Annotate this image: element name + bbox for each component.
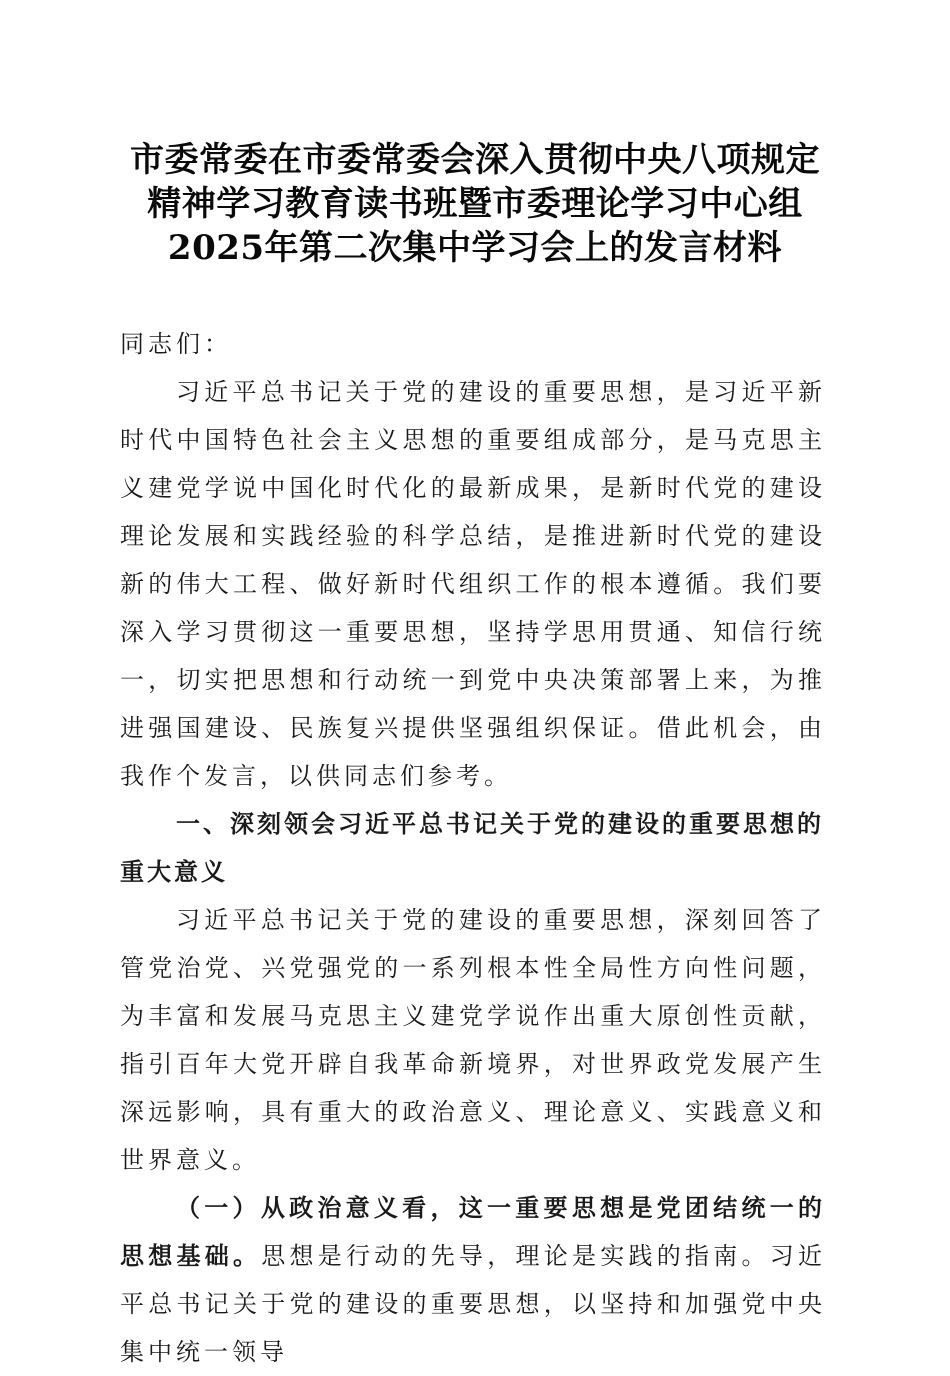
intro-paragraph: 习近平总书记关于党的建设的重要思想，是习近平新时代中国特色社会主义思想的重要组成部分，是马克思主义建党学说中国化时代化的最新成果，是新时代党的建设理论发展和实践经验的科学总结，是推进新时代党的建设新的伟大工程、做好新时代组织工作的根本遵循。我们要深入学习贯彻这一重要思想，坚持学思用贯通、知信行统一，切实把思想和行动统一到党中央决策部署上来，为推进强国建设、民族复兴提供坚强组织保证。借此机会，由我作个发言，以供同志们参考。	[120, 378, 826, 790]
subsection-1-paragraph	[120, 1184, 826, 1376]
title-line-3: 2025年第二次集中学习会上的发言材料	[167, 228, 783, 268]
document-title	[110, 138, 840, 270]
section-1-paragraph: 习近平总书记关于党的建设的重要思想，深刻回答了管党治党、兴党强党的一系列根本性全局性方向性问题，为丰富和发展马克思主义建党学说作出重大原创性贡献，指引百年大党开辟自我革命新境界，对世界政党发展产生深远影响，具有重大的政治意义、理论意义、实践意义和世界意义。	[120, 906, 826, 1174]
subsection-1-text: 思想是行动的先导，理论是实践的指南。习近平总书记关于党的建设的重要思想，以坚持和加强党中央集中统一领导	[120, 1242, 826, 1366]
salutation: 同志们：	[120, 330, 232, 358]
title-line-2: 精神学习教育读书班暨市委理论学习中心组	[147, 184, 803, 224]
title-line-1: 市委常委在市委常委会深入贯彻中央八项规定	[130, 140, 820, 180]
section-heading-1: 一、深刻领会习近平总书记关于党的建设的重要思想的重大意义	[120, 810, 824, 886]
subsection-heading-1: （一）从政治意义看，这一重要思想是党团结统一的思想基础。	[120, 1193, 826, 1270]
document-body	[120, 320, 826, 1376]
